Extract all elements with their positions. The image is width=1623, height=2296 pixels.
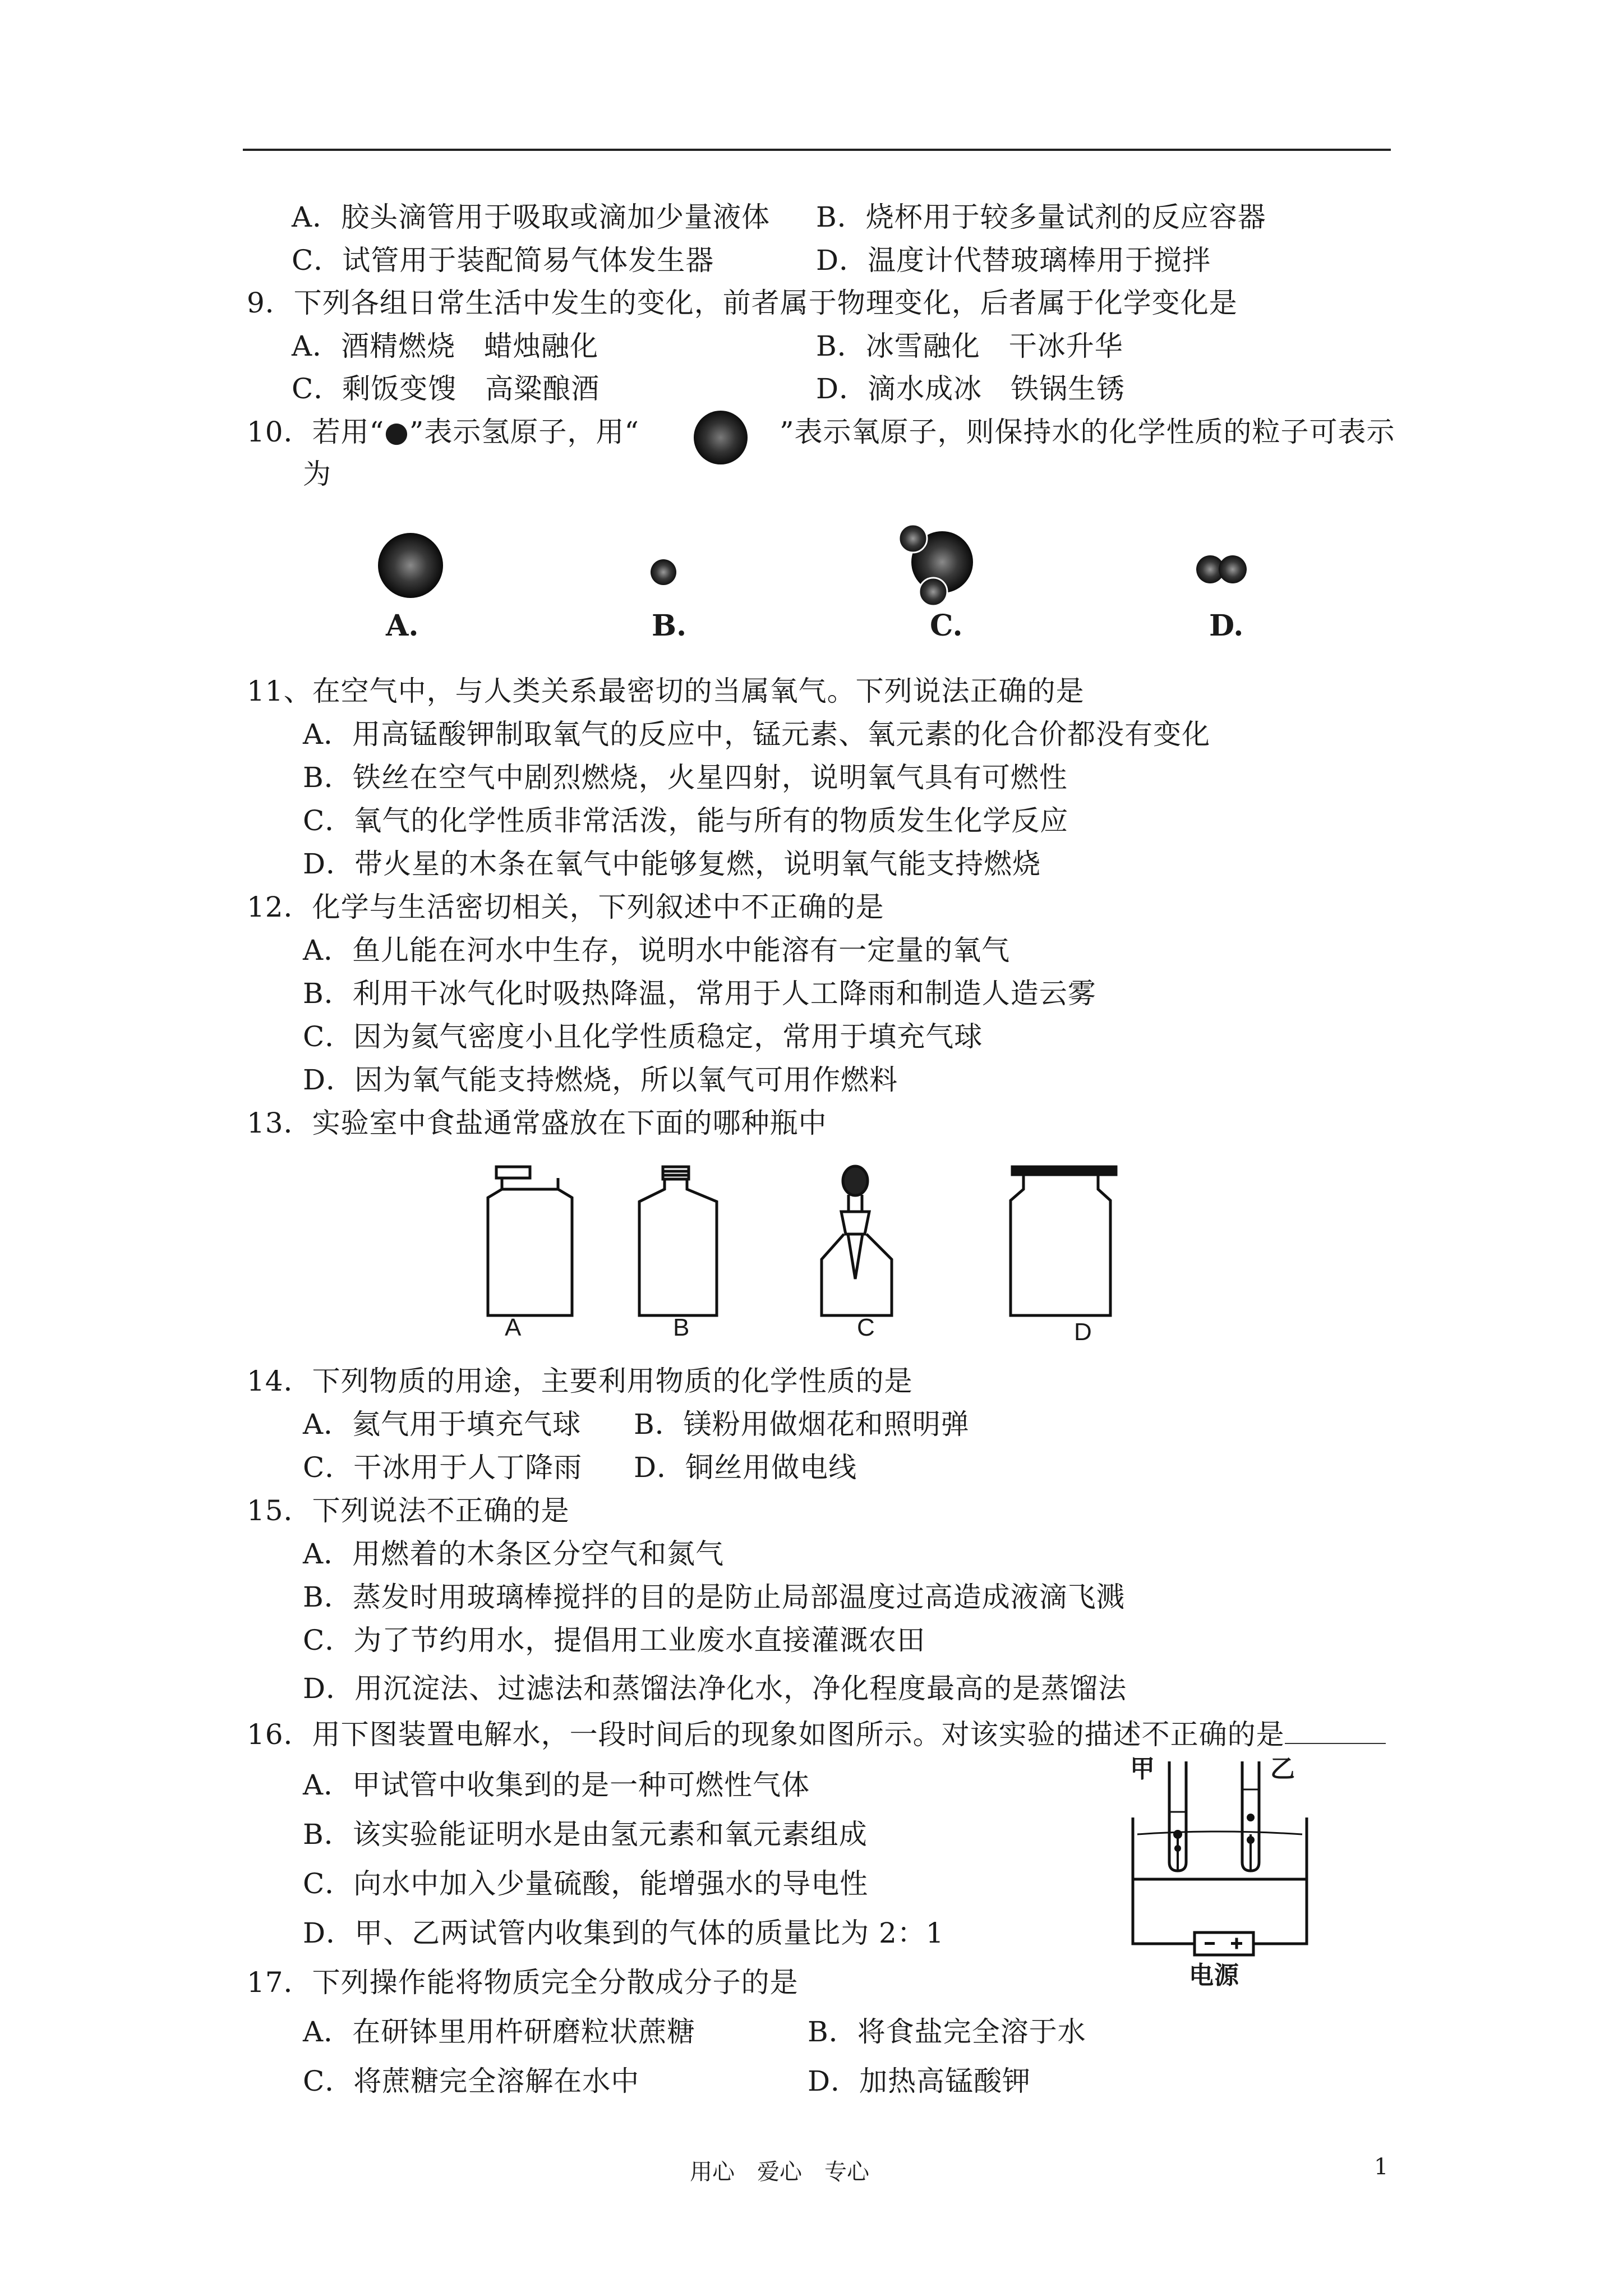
q16-option-b: B．该实验能证明水是由氢元素和氧元素组成 (303, 1818, 868, 1851)
q8-option-b: B．烧杯用于较多量试剂的反应容器 (816, 201, 1266, 233)
q11-option-b: B．铁丝在空气中剧烈燃烧，火星四射，说明氧气具有可燃性 (303, 761, 1068, 794)
q10-stem-part1: 10．若用“●”表示氢原子，用“ (247, 416, 639, 448)
q8-option-c: C．试管用于装配简易气体发生器 (292, 244, 714, 277)
q10-stem-line2: 为 (303, 458, 331, 490)
q15-option-d: D．用沉淀法、过滤法和蒸馏法净化水，净化程度最高的是蒸馏法 (303, 1672, 1127, 1705)
q17-option-d: D．加热高锰酸钾 (808, 2065, 1031, 2097)
q11-option-c: C．氧气的化学性质非常活泼，能与所有的物质发生化学反应 (303, 804, 1069, 837)
footer-motto: 用心 爱心 专心 (690, 2159, 869, 2185)
q13-label-d: D (1074, 1318, 1092, 1346)
option-a-oxygen-atom (378, 533, 443, 598)
q17-stem: 17．下列操作能将物质完全分散成分子的是 (247, 1966, 799, 1999)
q9-option-a: A．酒精燃烧 蜡烛融化 (292, 330, 599, 362)
option-c-hydrogen-atom-2 (919, 578, 947, 606)
q9-stem: 9．下列各组日常生活中发生的变化，前者属于物理变化，后者属于化学变化是 (247, 287, 1238, 319)
header-rule (243, 149, 1391, 151)
q9-option-d: D．滴水成冰 铁锅生锈 (816, 372, 1126, 405)
page-number: 1 (1374, 2154, 1389, 2180)
q12-option-b: B．利用干冰气化时吸热降温，常用于人工降雨和制造人造云雾 (303, 977, 1096, 1010)
q16-option-a: A．甲试管中收集到的是一种可燃性气体 (303, 1769, 810, 1801)
bottle-a (488, 1167, 572, 1315)
q12-option-a: A．鱼儿能在河水中生存，说明水中能溶有一定量的氧气 (303, 934, 1011, 967)
q14-option-a: A．氦气用于填充气球 (303, 1408, 582, 1441)
q15-option-a: A．用燃着的木条区分空气和氮气 (303, 1538, 725, 1570)
bottle-b (639, 1167, 717, 1315)
q16-option-c: C．向水中加入少量硫酸，能增强水的导电性 (303, 1867, 869, 1900)
q13-label-a: A (505, 1314, 522, 1341)
q10-label-b: B. (652, 609, 687, 643)
q13-label-c: C (857, 1314, 875, 1341)
fig-label-jia: 甲 (1130, 1755, 1155, 1783)
q13-stem: 13．实验室中食盐通常盛放在下面的哪种瓶中 (247, 1107, 827, 1139)
bottle-d (1011, 1167, 1116, 1315)
q17-option-c: C．将蔗糖完全溶解在水中 (303, 2065, 640, 2097)
q12-stem: 12．化学与生活密切相关，下列叙述中不正确的是 (247, 891, 884, 923)
q16-answer-blank (1285, 1720, 1386, 1744)
fig-label-yi: 乙 (1270, 1755, 1295, 1783)
q15-stem: 15．下列说法不正确的是 (247, 1494, 570, 1527)
q12-option-c: C．因为氦气密度小且化学性质稳定，常用于填充气球 (303, 1020, 983, 1053)
q14-stem: 14．下列物质的用途，主要利用物质的化学性质的是 (247, 1365, 913, 1397)
q17-option-a: A．在研钵里用杵研磨粒状蔗糖 (303, 2016, 696, 2048)
q11-stem: 11、在空气中，与人类关系最密切的当属氧气。下列说法正确的是 (247, 675, 1085, 707)
q14-option-b: B．镁粉用做烟花和照明弹 (634, 1408, 970, 1441)
q10-label-d: D. (1209, 609, 1244, 643)
option-c-hydrogen-atom-1 (899, 524, 927, 553)
q14-option-c: C．干冰用于人丁降雨 (303, 1451, 583, 1484)
q11-option-d: D．带火星的木条在氧气中能够复燃，说明氧气能支持燃烧 (303, 848, 1041, 880)
q10-label-c: C. (930, 609, 963, 643)
q10-label-a: A. (386, 609, 419, 643)
option-b-hydrogen-atom (651, 559, 676, 585)
q8-option-a: A．胶头滴管用于吸取或滴加少量液体 (292, 201, 771, 233)
q10-stem-part2: ”表示氧原子，则保持水的化学性质的粒子可表示 (780, 416, 1395, 448)
oxygen-atom-icon (690, 407, 751, 468)
q15-option-c: C．为了节约用水，提倡用工业废水直接灌溉农田 (303, 1624, 926, 1657)
q13-label-b: B (673, 1314, 690, 1341)
q17-option-b: B．将食盐完全溶于水 (808, 2016, 1086, 2048)
bottle-c (822, 1166, 892, 1315)
q15-option-b: B．蒸发时用玻璃棒搅拌的目的是防止局部温度过高造成液滴飞溅 (303, 1581, 1125, 1613)
q16-option-d: D．甲、乙两试管内收集到的气体的质量比为 2：1 (303, 1917, 944, 1949)
q11-option-a: A．用高锰酸钾制取氧气的反应中，锰元素、氧元素的化合价都没有变化 (303, 718, 1211, 751)
q8-option-d: D．温度计代替玻璃棒用于搅拌 (816, 244, 1211, 277)
q14-option-d: D．铜丝用做电线 (634, 1451, 857, 1484)
q12-option-d: D．因为氧气能支持燃烧，所以氧气可用作燃料 (303, 1064, 898, 1096)
fig-label-power: 电源 (1189, 1961, 1239, 1990)
option-d-hydrogen-atom-2 (1219, 555, 1247, 583)
q16-stem-text: 16．用下图装置电解水，一段时间后的现象如图所示。对该实验的描述不正确的是 (247, 1718, 1285, 1751)
q9-option-b: B．冰雪融化 干冰升华 (816, 330, 1123, 362)
q16-stem (247, 1717, 1386, 1752)
q9-option-c: C．剩饭变馊 高粱酿酒 (292, 372, 600, 405)
